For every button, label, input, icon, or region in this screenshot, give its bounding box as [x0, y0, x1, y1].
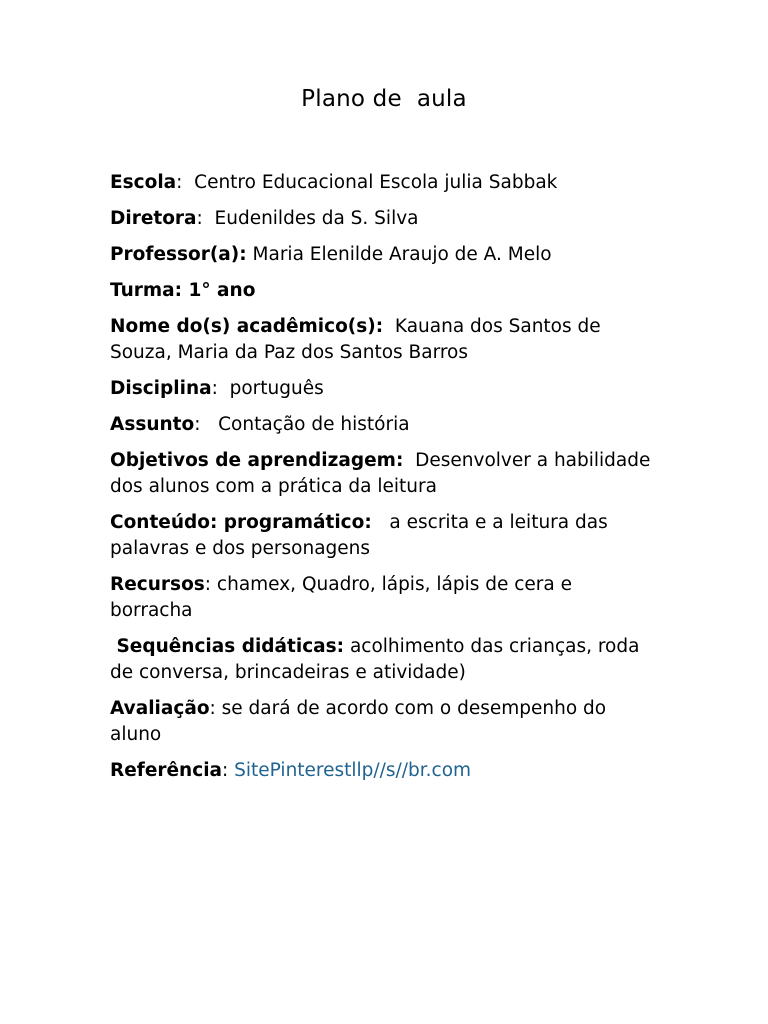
field-label: Professor(a): — [110, 244, 247, 265]
field-assunto — [110, 412, 658, 438]
reference-link[interactable]: SitePinterestllp//s//br.com — [234, 760, 472, 781]
field-value: Maria Elenilde Araujo de A. Melo — [252, 244, 552, 265]
field-value: Eudenildes da S. Silva — [214, 208, 419, 229]
field-value: acolhimento das crianças, roda de conversa, brincadeiras e atividade) — [110, 636, 646, 683]
field-value: a escrita e a leitura das palavras e dos personagens — [110, 512, 614, 559]
field-separator: : — [176, 172, 195, 193]
field-referencia — [110, 758, 658, 784]
field-value: Contação de história — [218, 414, 410, 435]
field-separator: : — [222, 760, 235, 781]
field-turma — [110, 278, 658, 304]
field-separator: : — [209, 698, 222, 719]
field-separator: : — [204, 574, 217, 595]
field-escola — [110, 170, 658, 196]
field-professor — [110, 242, 658, 268]
field-separator — [383, 316, 395, 337]
document-title: Plano de aula — [301, 86, 467, 112]
field-separator — [372, 512, 390, 533]
field-sequencias — [110, 634, 658, 686]
field-separator — [403, 450, 415, 471]
field-label: Diretora — [110, 208, 197, 229]
field-label: Referência — [110, 760, 223, 781]
field-value: se dará de acordo com o desempenho do aluno — [110, 698, 612, 745]
field-separator: : — [211, 378, 230, 399]
field-value: Desenvolver a habilidade dos alunos com a prática da leitura — [110, 450, 657, 497]
field-disciplina — [110, 376, 658, 402]
field-label: Sequências didáticas: — [110, 636, 345, 657]
field-value: Kauana dos Santos de Souza, Maria da Paz dos Santos Barros — [110, 316, 607, 363]
field-recursos — [110, 572, 658, 624]
field-label: Assunto — [110, 414, 195, 435]
field-diretora — [110, 206, 658, 232]
field-label: Avaliação — [110, 698, 210, 719]
field-label: Turma: 1° ano — [110, 280, 256, 301]
field-separator: : — [194, 414, 219, 435]
field-label: Conteúdo: programático: — [110, 512, 372, 533]
field-label: Recursos — [110, 574, 205, 595]
field-value: Centro Educacional Escola julia Sabbak — [194, 172, 558, 193]
field-label: Nome do(s) acadêmico(s): — [110, 316, 384, 337]
field-value: chamex, Quadro, lápis, lápis de cera e borracha — [110, 574, 578, 621]
field-label: Disciplina — [110, 378, 212, 399]
field-objetivos — [110, 448, 658, 500]
field-academicos — [110, 314, 658, 366]
field-label: Escola — [110, 172, 177, 193]
field-separator: : — [196, 208, 215, 229]
field-label: Objetivos de aprendizagem: — [110, 450, 404, 471]
field-conteudo — [110, 510, 658, 562]
field-value: português — [229, 378, 324, 399]
field-avaliacao — [110, 696, 658, 748]
